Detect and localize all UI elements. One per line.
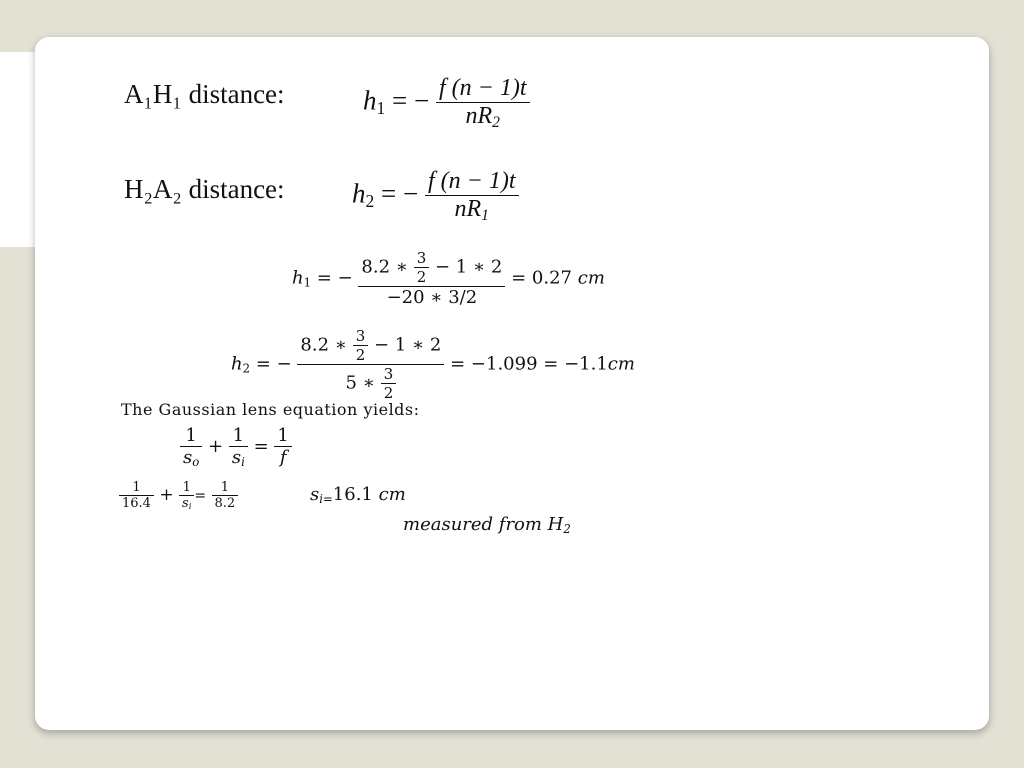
- calc-h2-den-a: 5 ∗: [345, 372, 375, 394]
- formula-h1-den-text: nR: [465, 103, 493, 129]
- formula-h1-lhs-sub: 1: [376, 98, 386, 119]
- label-a1h1-distance: A₁H₁ distance:: [124, 79, 285, 109]
- calc-h1-eq: = −: [316, 267, 353, 289]
- calc-h1-fraction: [358, 249, 505, 308]
- formula-h2-numerator: f (n − 1)t: [425, 168, 519, 196]
- si-value: 16.1: [332, 484, 373, 505]
- formula-h2: [352, 168, 519, 225]
- lens-eq-t1-den-text: s: [183, 447, 193, 468]
- calc-h1: [292, 249, 605, 308]
- gaussian-lens-text: The Gaussian lens equation yields:: [121, 400, 420, 419]
- num-eq-t2-den-text: s: [182, 496, 189, 511]
- lens-eq-plus: +: [208, 435, 224, 457]
- calc-h2-num-frac-d: 2: [355, 346, 366, 364]
- formula-h1-eq: = −: [392, 85, 430, 116]
- num-eq-t3-num: 1: [212, 480, 239, 496]
- lens-eq-t1-num: 1: [180, 425, 202, 447]
- calc-h2-den-frac-n: 3: [381, 365, 397, 384]
- lens-eq-t3-den: f: [279, 447, 287, 469]
- calc-h2-num-a: 8.2 ∗: [300, 334, 347, 356]
- left-white-strip: [0, 52, 40, 247]
- measured-text: measured from H: [403, 514, 564, 535]
- calc-h1-unit: cm: [577, 267, 605, 289]
- num-eq-t1-num: 1: [119, 480, 154, 496]
- si-unit: cm: [378, 484, 406, 505]
- lens-eq-t1-den-sub: o: [192, 454, 200, 469]
- calc-h2-num-b: − 1 ∗ 2: [374, 334, 442, 356]
- num-eq-t2-num: 1: [179, 480, 194, 496]
- calc-h2-lhs: h: [231, 353, 243, 375]
- formula-h2-den-sub: 1: [481, 206, 489, 224]
- formula-h1-den-sub: 2: [492, 113, 500, 131]
- calc-h2-denominator: [297, 365, 444, 402]
- calc-h2-lhs-sub: 2: [242, 361, 251, 376]
- lens-eq-t3-num: 1: [274, 425, 291, 447]
- calc-h1-lhs-sub: 1: [303, 275, 312, 290]
- num-eq-term1: [119, 480, 154, 511]
- num-eq-t2-den-sub: i: [188, 501, 192, 512]
- calc-h2-num-frac-n: 3: [353, 327, 369, 346]
- label-h2a2-distance: H₂A₂ distance:: [124, 174, 285, 204]
- lens-eq-t1-den: [180, 447, 202, 469]
- si-symbol: s: [310, 484, 320, 505]
- calc-h2-fraction: [297, 327, 444, 402]
- lens-eq-t2-den-text: s: [231, 447, 242, 468]
- calc-h1-lhs: h: [292, 267, 304, 289]
- num-eq-t1-den: 16.4: [122, 496, 151, 512]
- calc-h2-den-frac-d: 2: [383, 384, 394, 402]
- num-eq-term3: [212, 480, 239, 511]
- formula-h1-denominator: [436, 103, 530, 132]
- calc-h1-num-frac: [414, 249, 430, 286]
- calc-h1-num-frac-n: 3: [414, 249, 430, 268]
- measured-from-h2: [403, 514, 571, 536]
- num-eq-t3-den: 8.2: [214, 496, 236, 512]
- num-eq-plus: +: [159, 485, 174, 506]
- calc-h1-numerator: [358, 249, 505, 287]
- formula-h2-denominator: [425, 196, 519, 225]
- formula-h2-den-text: nR: [454, 196, 482, 222]
- formula-h1: [363, 75, 530, 132]
- num-eq-term2: [179, 480, 194, 511]
- lens-eq-t2-num: 1: [229, 425, 248, 447]
- lens-eq-term1: [180, 425, 202, 469]
- calc-h1-denominator: −20 ∗ 3/2: [386, 287, 478, 308]
- num-eq-t2-den: [179, 496, 194, 511]
- measured-sub: 2: [563, 521, 571, 536]
- calc-h1-num-b: − 1 ∗ 2: [435, 256, 503, 278]
- lens-eq-t2-den-sub: i: [241, 454, 245, 469]
- num-eq-equals: =: [194, 488, 207, 505]
- calc-h2-result: = −1.099 = −1.1: [450, 353, 608, 375]
- calc-h2-num-frac: [353, 327, 369, 364]
- formula-h1-lhs: h: [363, 85, 377, 116]
- calc-h2-unit: cm: [607, 353, 635, 375]
- calc-h1-num-frac-d: 2: [416, 268, 427, 286]
- calc-h2: [231, 327, 635, 402]
- calc-h1-num-a: 8.2 ∗: [361, 256, 408, 278]
- formula-h2-lhs-sub: 2: [365, 191, 375, 212]
- numeric-lens-equation: [119, 480, 238, 511]
- formula-h2-eq: = −: [381, 178, 419, 209]
- calc-h2-eq: = −: [255, 353, 292, 375]
- si-sub: i: [319, 491, 323, 506]
- calc-h2-numerator: [297, 327, 444, 365]
- formula-h2-lhs: h: [352, 178, 366, 209]
- calc-h2-den-frac: [381, 365, 397, 402]
- slide-canvas: [35, 37, 989, 730]
- lens-eq-t2-den: [229, 447, 248, 469]
- lens-eq-term2: [229, 425, 248, 469]
- lens-eq-term3: [274, 425, 291, 468]
- si-result: [310, 484, 406, 506]
- formula-h2-fraction: [425, 168, 519, 225]
- lens-eq-equals: =: [253, 435, 269, 457]
- calc-h1-result: = 0.27: [511, 267, 573, 289]
- formula-h1-fraction: [436, 75, 530, 132]
- formula-h1-numerator: f (n − 1)t: [436, 75, 530, 103]
- lens-equation: [180, 425, 292, 469]
- si-equals: =: [323, 491, 333, 506]
